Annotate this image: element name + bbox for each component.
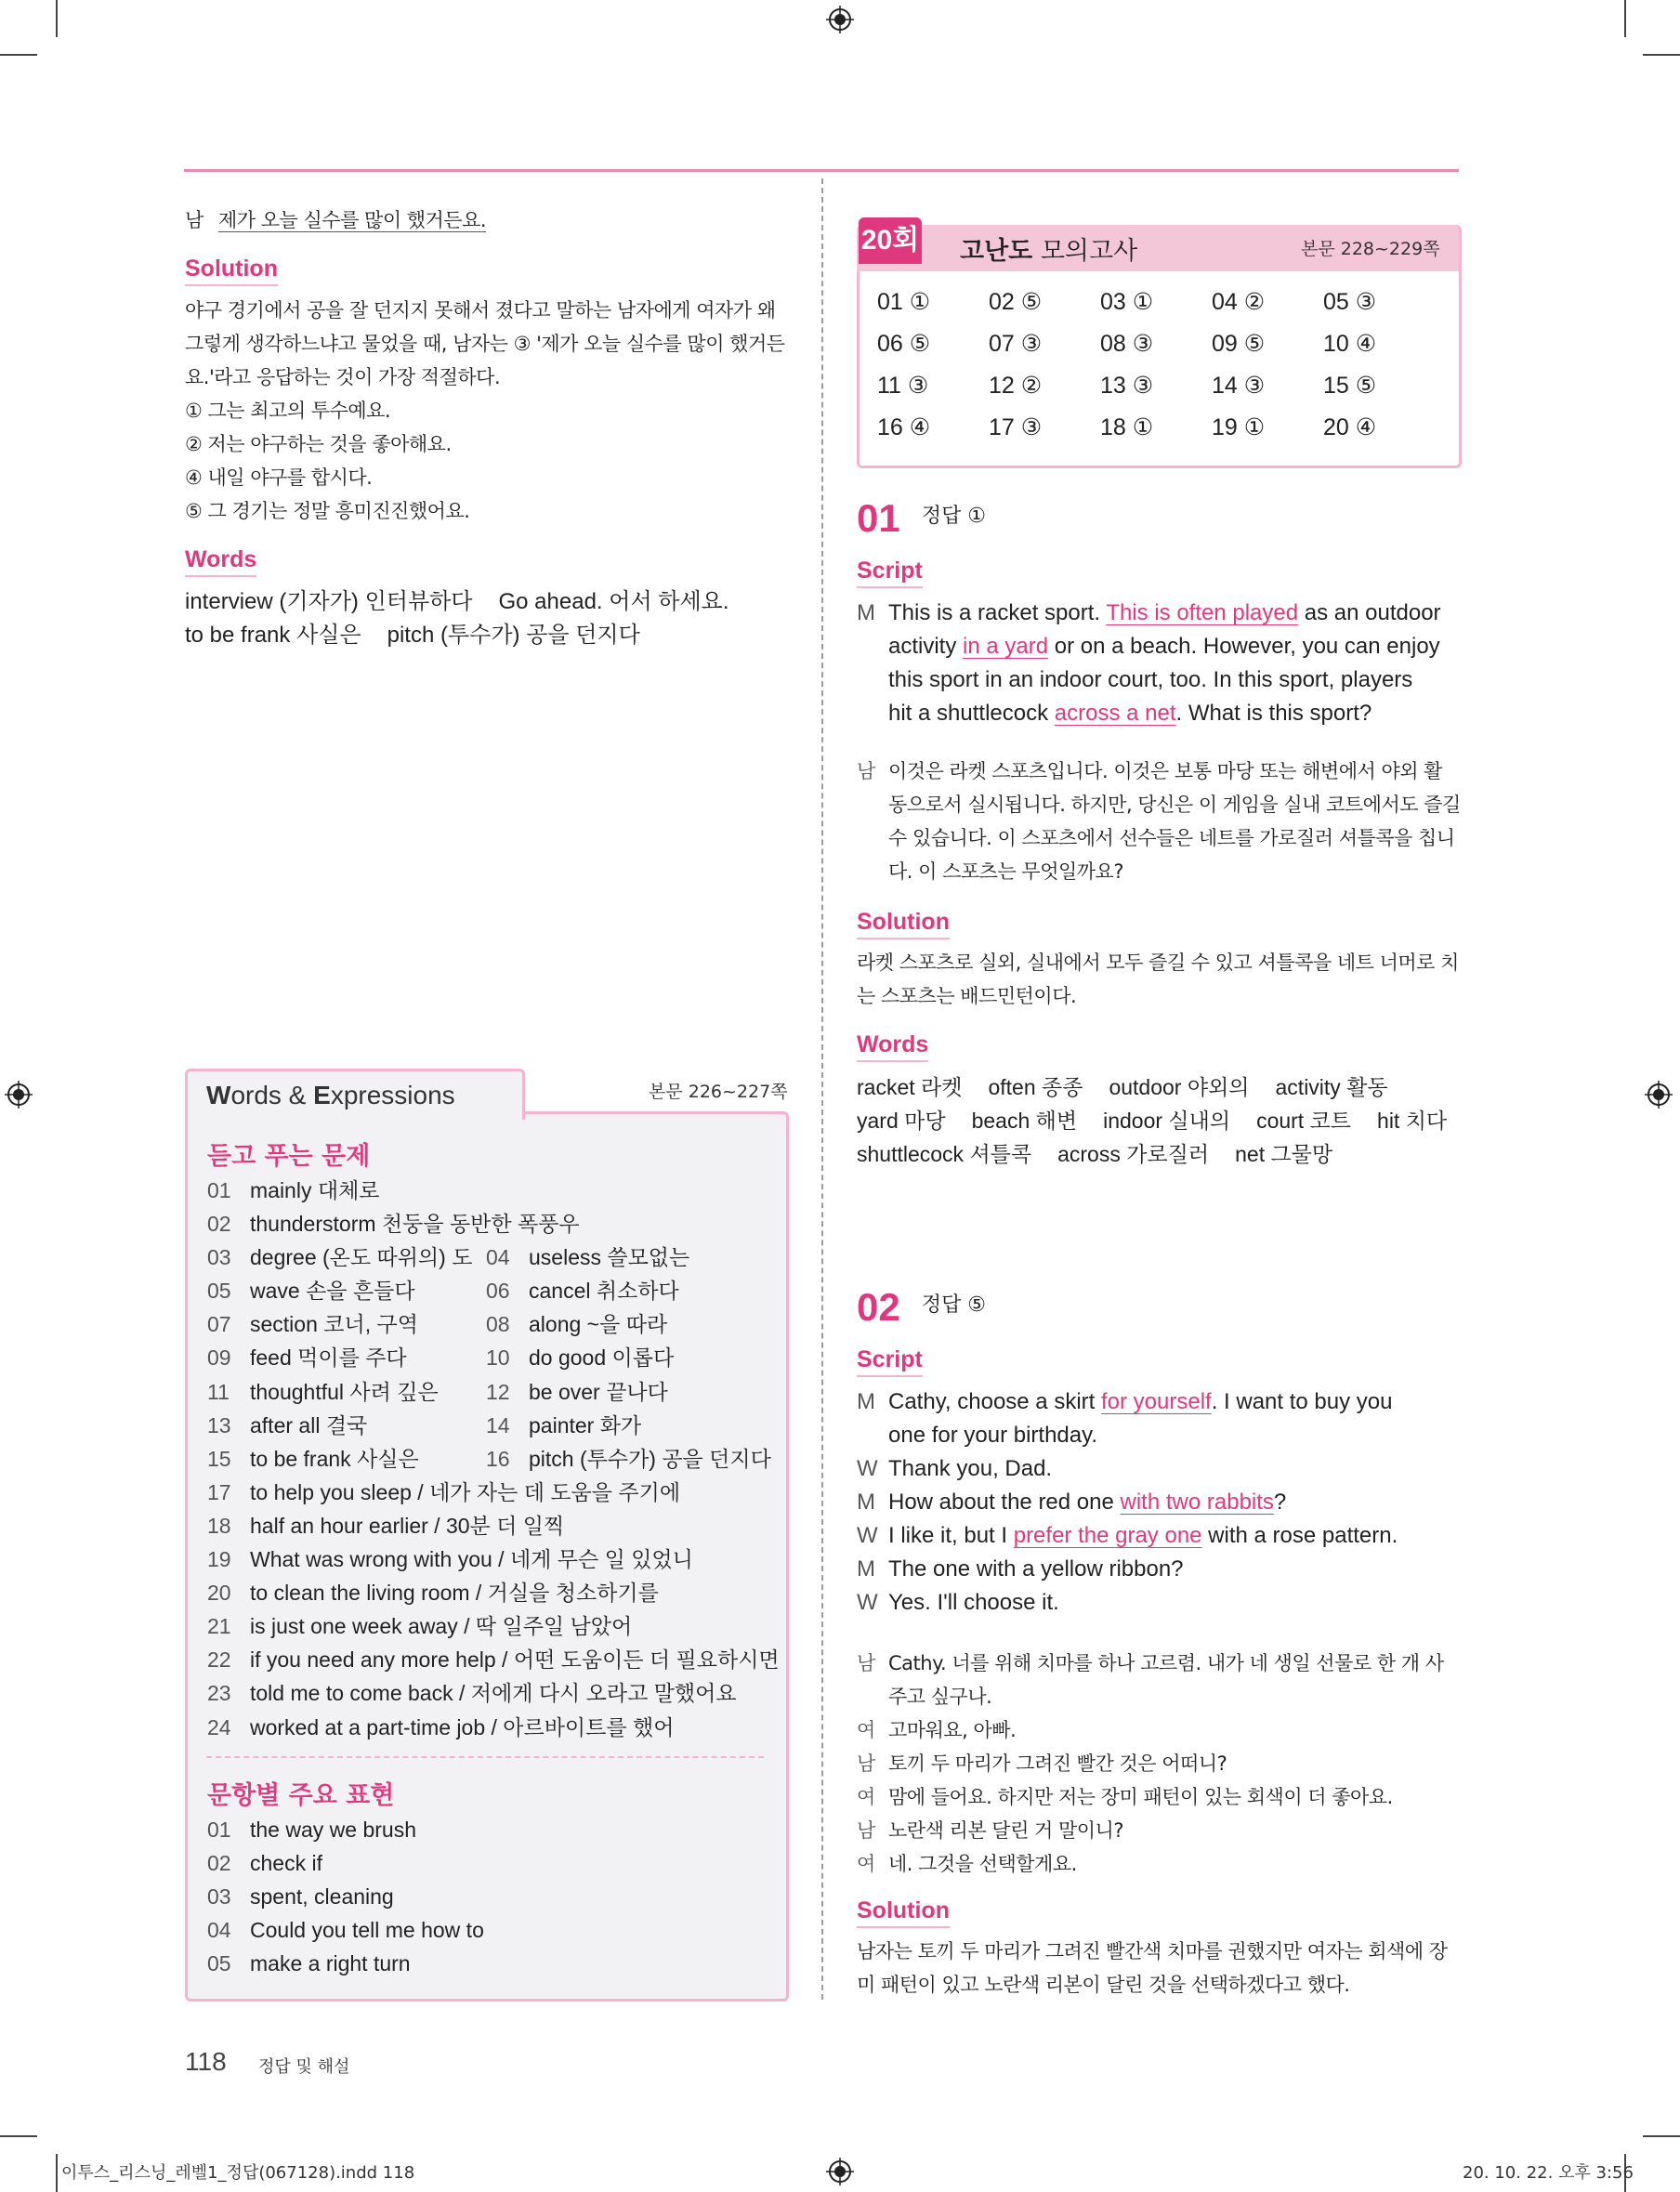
vocab-item [207,1609,780,1643]
words-heading: Words [857,1031,928,1062]
section-heading: 듣고 푸는 문제 [207,1142,371,1171]
left-solution-text [185,294,789,528]
solution-line: 는 스포츠는 배드민턴이다. [857,985,1077,1007]
page-footer-label: 정답 및 해설 [258,2057,350,2077]
speaker-label: W [857,1523,878,1548]
translation-text: Cathy. 너를 위해 치마를 하나 고르렴. 내가 네 생일 선물로 한 개 사 [888,1652,1444,1674]
answer-cell: 19 ① [1212,414,1266,440]
speaker-label: 여 [857,1853,875,1875]
q01-script [857,597,1461,730]
item-number: 10 [486,1345,510,1371]
answer-cell: 14 ③ [1212,373,1266,399]
speaker-label: M [857,1556,875,1582]
question-number: 02 [857,1285,900,1329]
vocab-item [207,1274,780,1307]
translation-line [857,1713,1461,1747]
vocab-item [207,1542,780,1576]
blank-answer: across a net [1054,701,1176,726]
item-number: 04 [486,1245,510,1270]
solution-line: 요.'라고 응답하는 것이 가장 적절하다. [185,366,501,388]
speaker-label: 여 [857,1786,875,1808]
solution-line: 미 패턴이 있고 노란색 리본이 달린 것을 선택하겠다고 했다. [857,1974,1350,1996]
word-entry: net 그물망 [1235,1142,1333,1166]
script-heading: Script [857,1346,923,1377]
answer-cell: 15 ⑤ [1323,373,1377,399]
title-initial: E [313,1081,331,1109]
item-text: feed 먹이를 주다 [250,1345,407,1371]
vocab-item [207,1442,780,1476]
blank-answer: prefer the gray one [1013,1523,1202,1548]
solution-line: ④ 내일 야구를 합시다. [185,466,373,489]
vocab-item [207,1240,780,1274]
question-answer: 정답 ① [921,505,987,528]
translation-line: 이것은 라켓 스포츠입니다. 이것은 보통 마당 또는 해변에서 야외 활 [888,760,1442,782]
title-part: ords & [230,1081,314,1109]
script-text: or on a beach. However, you can enjoy [1048,634,1440,659]
words-expressions-title [206,1081,455,1110]
registration-mark-icon [826,2158,854,2185]
vocab-item [207,1643,780,1676]
script-text: one for your birthday. [888,1423,1098,1448]
script-text: . What is this sport? [1175,701,1372,726]
speaker-label: 남 [857,760,875,782]
solution-heading: Solution [857,909,950,939]
answer-cell: 03 ① [1100,289,1154,315]
word-entry: activity 활동 [1275,1075,1388,1099]
answer-cell: 17 ③ [989,414,1043,440]
q01-words [857,1070,1447,1171]
speaker-label: 여 [857,1719,875,1741]
word-entry: pitch (투수가) 공을 던지다 [387,623,640,648]
translation-text: 노란색 리본 달린 거 말이니? [888,1819,1123,1842]
script-text: activity [888,634,964,659]
word-entry: to be frank 사실은 [185,623,361,648]
word-entry: outdoor 야외의 [1109,1075,1250,1099]
answer-cell: 01 ① [877,289,931,315]
item-number: 08 [486,1312,510,1337]
crop-mark [1643,54,1680,56]
item-text: Could you tell me how to [250,1918,484,1943]
page-reference: 본문 226~227쪽 [649,1082,788,1102]
question-number: 01 [857,496,900,540]
word-entry: Go ahead. 어서 하세요. [498,589,729,614]
translation-line: 다. 이 스포츠는 무엇일까요? [888,860,1123,883]
item-text: pitch (투수가) 공을 던지다 [529,1446,771,1471]
title-part: xpressions [330,1081,455,1109]
vocab-item [207,1476,780,1509]
item-number: 20 [207,1581,231,1606]
script-text: Cathy, choose a skirt [888,1389,1101,1414]
expression-item [207,1813,484,1846]
blank-answer: This is often played [1106,600,1299,625]
item-number: 03 [207,1245,231,1270]
script-text: ? [1273,1490,1287,1515]
script-text: hit a shuttlecock [888,701,1055,726]
script-text: as an outdoor [1298,600,1441,625]
registration-mark-icon [1645,1081,1673,1109]
speaker-label: 남 [857,1819,875,1842]
translation-line [857,1847,1461,1881]
word-entry: yard 마당 [857,1109,946,1133]
solution-heading: Solution [857,1897,950,1928]
crop-mark [1624,0,1626,37]
speaker-label: M [857,600,875,625]
vocab-item [207,1409,780,1442]
answer-cell: 05 ③ [1323,289,1377,315]
item-text: do good 이롭다 [529,1345,675,1371]
header-rule [184,169,1459,172]
script-text: How about the red one [888,1490,1121,1515]
word-entry: hit 치다 [1377,1109,1448,1133]
word-entry: court 코트 [1256,1109,1352,1133]
item-number: 02 [207,1212,231,1237]
box-dashed-divider [206,1756,764,1758]
translation-text: 맘에 들어요. 하지만 저는 장미 패턴이 있는 회색이 더 좋아요. [888,1786,1393,1808]
item-text: after all 결국 [250,1412,368,1437]
item-text: is just one week away / 딱 일주일 남았어 [250,1614,633,1639]
title-bold: 고난도 [960,237,1033,266]
vocab-item [207,1576,780,1609]
solution-heading: Solution [185,256,278,286]
script-text: . I want to buy you [1211,1389,1393,1414]
item-text: to help you sleep / 네가 자는 데 도움을 주기에 [250,1479,681,1504]
item-text: mainly 대체로 [250,1178,380,1202]
item-number: 22 [207,1647,231,1673]
registration-mark-icon [826,6,854,33]
blank-answer: in a yard [963,634,1049,659]
answer-cell: 09 ⑤ [1212,331,1266,357]
column-divider [821,178,823,2000]
left-words-text [185,585,729,652]
item-text: worked at a part-time job / 아르바이트를 했어 [250,1714,675,1739]
item-number: 02 [207,1851,231,1876]
item-number: 05 [207,1279,231,1304]
item-number: 24 [207,1714,231,1739]
translation-line [857,1747,1461,1780]
solution-line: ② 저는 야구하는 것을 좋아해요. [185,433,452,455]
expression-item [207,1846,484,1880]
item-text: half an hour earlier / 30분 더 일찍 [250,1513,565,1538]
solution-line: 남자는 토끼 두 마리가 그려진 빨간색 치마를 권했지만 여자는 회색에 장 [857,1940,1448,1962]
word-entry: racket 라켓 [857,1075,963,1099]
item-number: 05 [207,1951,231,1976]
translation-line [857,1814,1461,1847]
word-entry: shuttlecock 셔틀콕 [857,1142,1032,1166]
vocab-item [207,1341,780,1374]
expression-item [207,1913,484,1947]
answer-cell: 04 ② [1212,289,1266,315]
answer-cell: 13 ③ [1100,373,1154,399]
answer-cell: 06 ⑤ [877,331,931,357]
translation-line [857,1680,1461,1713]
script-text: with a rose pattern. [1201,1523,1398,1548]
vocab-item [207,1174,780,1207]
translation-text: 네. 그것을 선택할게요. [888,1853,1077,1875]
solution-line: 야구 경기에서 공을 잘 던지지 못해서 졌다고 말하는 남자에게 여자가 왜 [185,299,776,322]
crop-mark [56,0,58,37]
question-01-header [857,496,986,541]
item-number: 11 [207,1379,230,1404]
vocab-list [207,1174,780,1744]
expression-list [207,1813,484,1980]
item-number: 09 [207,1345,231,1371]
item-text: be over 끝나다 [529,1379,668,1404]
item-text: to clean the living room / 거실을 청소하기를 [250,1581,659,1606]
question-02-header [857,1285,986,1330]
q01-script-heading [857,558,923,588]
answer-grid [877,286,1435,443]
q01-translation [857,755,1461,888]
item-number: 04 [207,1918,231,1943]
item-number: 14 [486,1412,510,1437]
item-number: 07 [207,1312,231,1337]
question-answer: 정답 ⑤ [921,1293,987,1317]
word-entry: often 종종 [988,1075,1083,1099]
item-text: along ~을 따라 [529,1312,668,1337]
translation-line [857,1780,1461,1814]
word-entry: indoor 실내의 [1103,1109,1231,1133]
answer-key-title [960,230,1137,267]
script-text: I like it, but I [888,1523,1014,1548]
item-text: check if [250,1851,322,1876]
crop-mark [0,54,37,56]
item-text: make a right turn [250,1951,411,1976]
translation-line: 동으로서 실시됩니다. 하지만, 당신은 이 게임을 실내 코트에서도 즐길 [888,794,1461,816]
answer-cell: 16 ④ [877,414,931,440]
registration-mark-icon [5,1081,33,1109]
word-entry: beach 해변 [971,1109,1078,1133]
item-number: 17 [207,1479,231,1504]
word-entry: across 가로질러 [1057,1142,1210,1166]
translation-line: 수 있습니다. 이 스포츠에서 선수들은 네트를 가로질러 셔틀콕을 칩니 [888,827,1455,849]
item-number: 03 [207,1884,231,1910]
q01-solution [857,946,1461,1013]
item-number: 06 [486,1279,510,1304]
item-text: degree (온도 따위의) 도 [250,1245,473,1270]
vocab-item [207,1375,780,1409]
page-number: 118 [185,2047,227,2076]
answer-cell: 12 ② [989,373,1043,399]
item-text: spent, cleaning [250,1884,394,1910]
vocab-item [207,1207,780,1240]
q02-script [857,1385,1461,1620]
answer-cell: 18 ① [1100,414,1154,440]
left-solution [185,256,278,286]
speaker-label: W [857,1456,878,1481]
title-rest: 모의고사 [1032,237,1138,266]
speaker-label: M [857,1490,875,1515]
q02-translation [857,1647,1461,1881]
left-script-line [185,203,486,237]
item-number: 16 [486,1446,510,1471]
item-text: useless 쓸모없는 [529,1245,690,1270]
item-number: 01 [207,1178,231,1202]
translation-text: 주고 싶구나. [888,1686,992,1708]
script-text: Thank you, Dad. [888,1456,1053,1481]
blank-answer: with two rabbits [1120,1490,1274,1515]
vocab-item [207,1307,780,1341]
vocab-item [207,1676,780,1710]
speaker-label: 남 [857,1652,875,1674]
vocab-item [207,1509,780,1542]
answer-page-reference: 본문 228~229쪽 [1301,239,1440,259]
blank-answer: for yourself [1100,1389,1212,1414]
q02-solution [857,1935,1461,2002]
speaker-label: M [857,1389,875,1414]
vocab-item [207,1711,780,1744]
item-number: 15 [207,1446,231,1471]
speaker-label: 남 [185,209,203,231]
answer-cell: 08 ③ [1100,331,1154,357]
crop-mark [0,2135,37,2137]
solution-line: ⑤ 그 경기는 정말 흥미진진했어요. [185,500,470,522]
q01-solution-heading [857,909,950,939]
item-text: section 코너, 구역 [250,1312,418,1337]
item-number: 12 [486,1379,510,1404]
print-file-info: 이투스_리스닝_레벨1_정답(067128).indd 118 [61,2163,415,2183]
item-text: What was wrong with you / 네게 무슨 일 있었니 [250,1547,693,1572]
crop-mark [1643,2135,1680,2137]
answer-cell: 10 ④ [1323,331,1377,357]
answer-cell: 20 ④ [1323,414,1377,440]
script-text: The one with a yellow ribbon? [888,1556,1184,1582]
answer-cell: 02 ⑤ [989,289,1043,315]
q02-solution-heading [857,1897,950,1928]
item-text: wave 손을 흔들다 [250,1279,415,1304]
test-number-badge: 20회 [859,217,922,264]
item-text: if you need any more help / 어떤 도움이든 더 필요하시면 [250,1647,780,1673]
q02-script-heading [857,1346,923,1377]
speaker-label: 남 [857,1752,875,1775]
section-heading: 문항별 주요 표현 [207,1781,395,1810]
expression-item [207,1880,484,1913]
crop-mark [56,2154,58,2192]
left-words [185,546,256,577]
item-text: thoughtful 사려 깊은 [250,1379,439,1404]
script-text: This is a racket sport. [888,600,1107,625]
script-text: this sport in an indoor court, too. In this sport, players [888,667,1413,692]
item-number: 01 [207,1818,231,1842]
title-initial: W [206,1081,231,1109]
print-timestamp: 20. 10. 22. 오후 3:56 [1463,2163,1634,2183]
word-entry: interview (기자가) 인터뷰하다 [185,589,473,614]
answer-cell: 07 ③ [989,331,1043,357]
q01-words-heading [857,1031,928,1062]
answer-cell: 11 ③ [877,373,929,399]
translation-line [857,1647,1461,1680]
item-number: 13 [207,1412,231,1437]
words-heading: Words [185,546,256,577]
script-heading: Script [857,558,923,588]
speaker-label: W [857,1590,878,1615]
item-number: 18 [207,1513,231,1538]
solution-line: 그렇게 생각하느냐고 물었을 때, 남자는 ③ '제가 오늘 실수를 많이 했거든 [185,333,785,355]
item-number: 23 [207,1681,231,1706]
item-text: thunderstorm 천둥을 동반한 폭풍우 [250,1212,580,1237]
translation-text: 고마워요, 아빠. [888,1719,1017,1741]
item-number: 19 [207,1547,231,1572]
item-text: the way we brush [250,1818,416,1842]
item-number: 21 [207,1614,231,1639]
expression-item [207,1947,484,1980]
script-line: 제가 오늘 실수를 많이 했거든요. [218,209,487,231]
item-text: painter 화가 [529,1412,642,1437]
translation-text: 토끼 두 마리가 그려진 빨간 것은 어떠니? [888,1752,1227,1775]
script-text: Yes. I'll choose it. [888,1590,1059,1615]
item-text: told me to come back / 저에게 다시 오라고 말했어요 [250,1681,737,1706]
solution-line: ① 그는 최고의 투수예요. [185,400,391,422]
item-text: cancel 취소하다 [529,1279,679,1304]
item-text: to be frank 사실은 [250,1446,419,1471]
solution-line: 라켓 스포츠로 실외, 실내에서 모두 즐길 수 있고 셔틀콕을 네트 너머로 치 [857,952,1459,974]
